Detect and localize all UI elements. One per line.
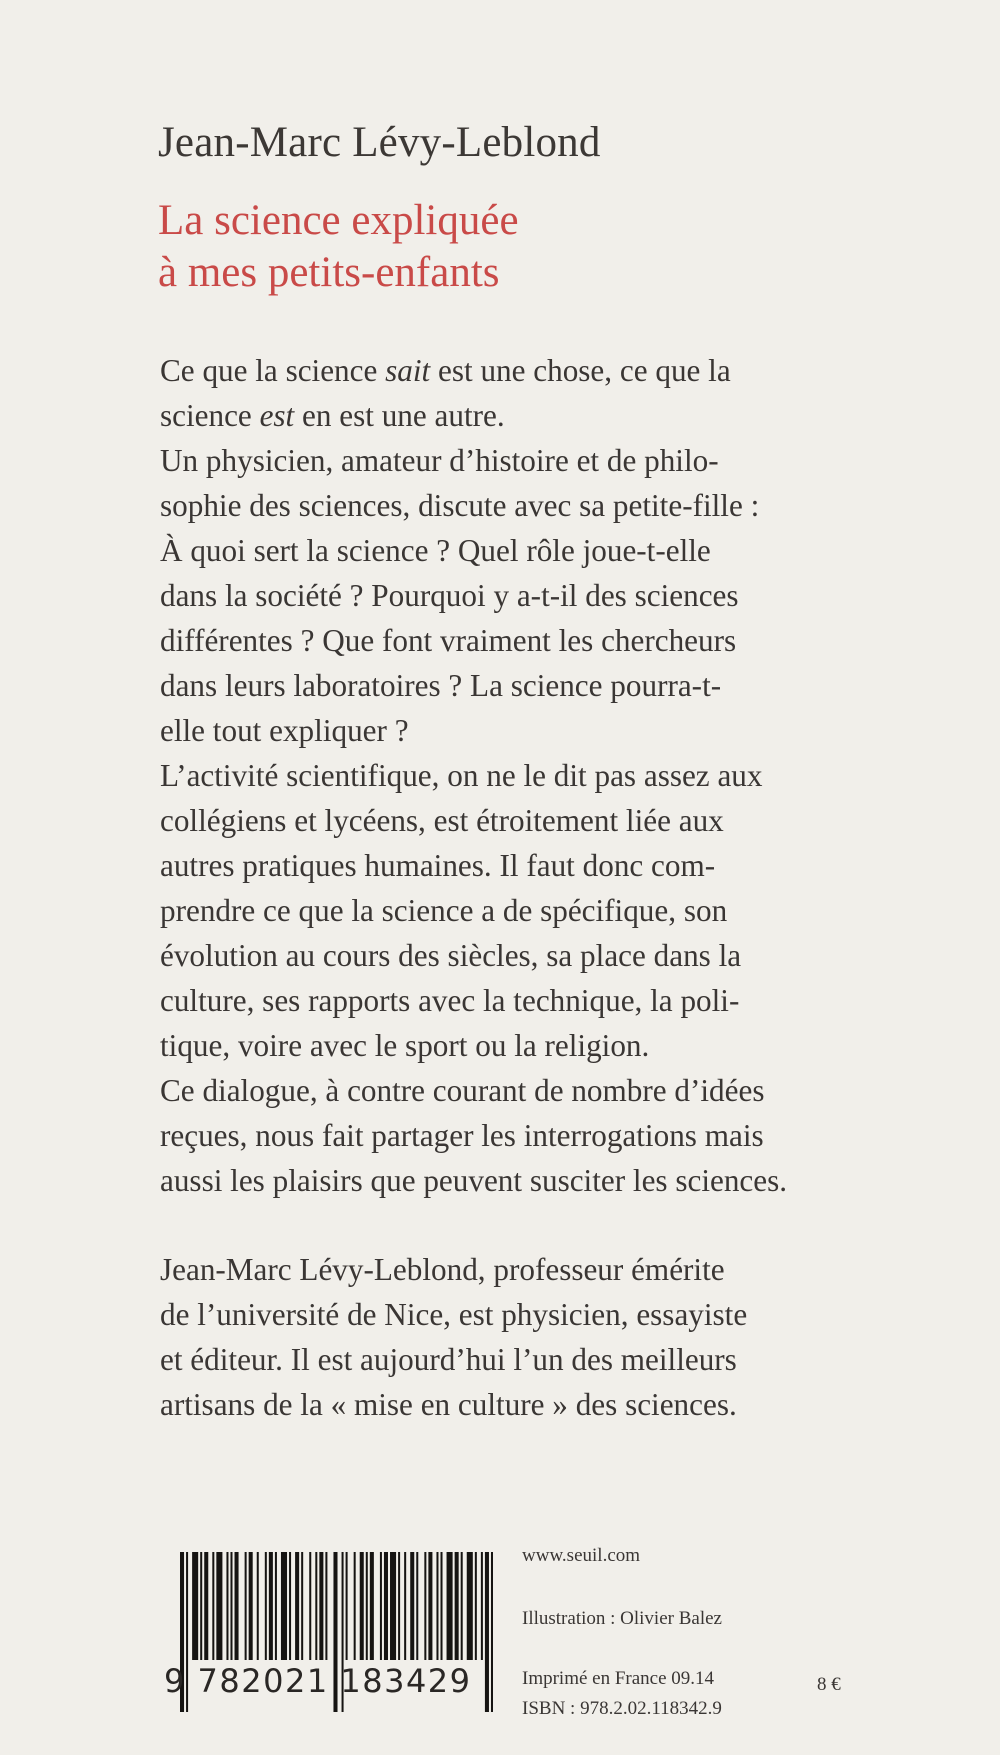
barcode-bar: [390, 1552, 396, 1660]
isbn: ISBN : 978.2.02.118342.9: [522, 1698, 722, 1719]
price: 8 €: [817, 1674, 841, 1695]
blurb-line: aussi les plaisirs que peuvent susciter les sciences.: [160, 1163, 788, 1198]
barcode-bar: [424, 1552, 426, 1660]
blurb-line: reçues, nous fait partager les interrogations mais: [160, 1118, 764, 1153]
blurb-line: tique, voire avec le sport ou la religion.: [160, 1028, 650, 1063]
barcode-bar: [265, 1552, 267, 1660]
barcode-bar: [447, 1552, 453, 1660]
barcode-bar: [249, 1552, 253, 1660]
barcode-bar: [475, 1552, 477, 1660]
barcode-bar: [384, 1552, 388, 1660]
blurb-text: [160, 348, 860, 1203]
barcode-bar: [416, 1552, 418, 1660]
barcode-bar: [325, 1552, 327, 1660]
barcode-bar: [230, 1552, 232, 1660]
barcode-bar: [226, 1552, 228, 1660]
bio-line: artisans de la « mise en culture » des sciences.: [160, 1387, 737, 1422]
blurb-line: elle tout expliquer ?: [160, 713, 409, 748]
blurb-line: différentes ? Que font vraiment les chercheurs: [160, 623, 737, 658]
barcode-bar: [275, 1552, 277, 1660]
barcode-bar: [216, 1552, 222, 1660]
barcode-bar: [212, 1552, 214, 1660]
book-title: [158, 195, 519, 299]
print-info: Imprimé en France 09.14: [522, 1668, 715, 1689]
illustration-credit: Illustration : Olivier Balez: [522, 1608, 722, 1629]
barcode-bar: [366, 1552, 368, 1660]
bio-line: de l’université de Nice, est physicien, essayiste: [160, 1297, 748, 1332]
barcode-bar: [295, 1552, 299, 1660]
barcode-bar: [428, 1552, 432, 1660]
barcode-bar: [309, 1552, 311, 1660]
barcode-bar: [315, 1552, 317, 1660]
barcode-bar: [441, 1552, 443, 1660]
author-name: Jean-Marc Lévy-Leblond: [158, 119, 601, 166]
publisher-website: www.seuil.com: [522, 1545, 641, 1566]
barcode-bar: [461, 1552, 463, 1660]
blurb-line: autres pratiques humaines. Il faut donc com-: [160, 848, 716, 883]
barcode-bar: [235, 1552, 239, 1660]
title-line-1: La science expliquée: [158, 197, 519, 244]
barcode-bar: [398, 1552, 400, 1660]
barcode-bar: [319, 1552, 323, 1660]
blurb-line: Un physicien, amateur d’histoire et de philo-: [160, 443, 719, 478]
blurb-line: dans leurs laboratoires ? La science pourra-t-: [160, 668, 722, 703]
blurb-line: Ce dialogue, à contre courant de nombre d’idées: [160, 1073, 765, 1108]
blurb-line: science est en est une autre.: [160, 398, 505, 433]
barcode-bar: [257, 1552, 259, 1660]
barcode-bar: [289, 1552, 291, 1660]
barcode-bar: [467, 1552, 473, 1660]
blurb-line: sophie des sciences, discute avec sa petite-fille :: [160, 488, 760, 523]
barcode-bar: [301, 1552, 303, 1660]
barcode-bar: [436, 1552, 438, 1660]
barcode-bar: [360, 1552, 364, 1660]
blurb-line: À quoi sert la science ? Quel rôle joue-t-elle: [160, 533, 711, 568]
blurb-line: culture, ses rapports avec la technique, la poli-: [160, 983, 740, 1018]
barcode-bar: [192, 1552, 198, 1660]
barcode-bar: [269, 1552, 273, 1660]
blurb-line: L’activité scientifique, on ne le dit pas assez aux: [160, 758, 763, 793]
blurb-line: prendre ce que la science a de spécifique, son: [160, 893, 728, 928]
barcode-bar: [380, 1552, 382, 1660]
barcode-bar: [370, 1552, 374, 1660]
barcode-bar: [455, 1552, 459, 1660]
blurb-line: évolution au cours des siècles, sa place dans la: [160, 938, 742, 973]
barcode-digits: 9 782021 183429: [164, 1662, 472, 1700]
title-line-2: à mes petits-enfants: [158, 249, 500, 296]
barcode-bar: [404, 1552, 406, 1660]
barcode-bar: [204, 1552, 208, 1660]
barcode-bar: [354, 1552, 356, 1660]
barcode-bar: [281, 1552, 287, 1660]
barcode-bar: [200, 1552, 202, 1660]
blurb-line: collégiens et lycéens, est étroitement liée aux: [160, 803, 724, 838]
barcode-bar: [346, 1552, 348, 1660]
barcode-bar: [410, 1552, 414, 1660]
bio-line: et éditeur. Il est aujourd’hui l’un des meilleurs: [160, 1342, 737, 1377]
blurb-line: Ce que la science sait est une chose, ce que la: [160, 353, 731, 388]
bio-line: Jean-Marc Lévy-Leblond, professeur émérite: [160, 1252, 725, 1287]
blurb-line: dans la société ? Pourquoi y a-t-il des sciences: [160, 578, 739, 613]
barcode-bar: [481, 1552, 483, 1660]
author-bio: [160, 1247, 860, 1427]
barcode-bar: [245, 1552, 247, 1660]
